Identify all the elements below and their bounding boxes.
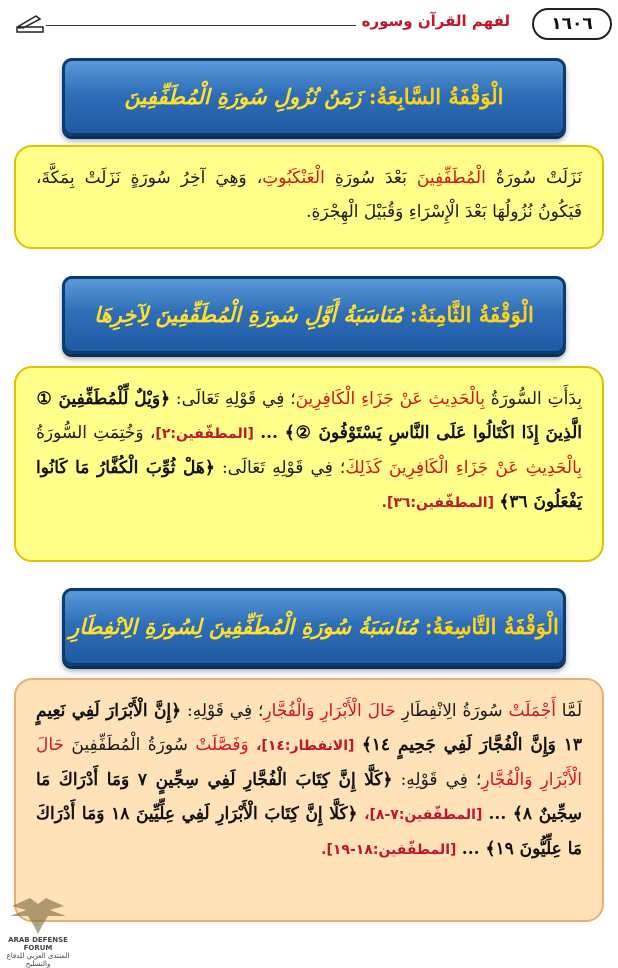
text-run: سُورَةُ الِانْفِطَارِ [395,701,509,721]
highlight-text: حَالَ الْأَبْرَارِ وَالْفُجَّارِ [36,735,582,790]
section-7-banner [62,58,566,136]
highlight-text: أَجْمَلَتْ [508,701,556,721]
text-run: ، وَخُتِمَتِ السُّورَةُ [36,423,156,443]
quran-verse: ﴿وَيْلٌ لِّلْمُطَفِّفِينَ ① الَّذِينَ إِذَا اكْتَالُوا عَلَى النَّاسِ يَسْتَوْفُونَ ②﴾ ... [36,389,582,443]
section-9-body [14,678,604,922]
text-run: ؛ فِي قَوْلِهِ: [181,701,264,721]
quran-verse: ﴿إِنَّ الْأَبْرَارَ لَفِي نَعِيمٍ ١٣ وَإِنَّ الْفُجَّارَ لَفِي جَحِيمٍ ١٤﴾ [36,701,582,755]
page-header [6,6,612,40]
text-run: بَعْدَ سُورَةِ [324,168,417,188]
highlight-text: بِالْحَدِيثِ عَنْ جَزَاءِ الْكَافِرِينَ كَذَلِكَ [345,458,582,478]
forum-watermark [0,896,76,968]
section-9-label: الْوَقْفَةُ التَّاسِعَةُ: [424,614,559,639]
text-run: ؛ فِي قَوْلِهِ تَعَالَى: [214,458,346,478]
watermark-line-1: ARAB DEFENSE FORUM [8,936,68,952]
highlight-text: الْمُطَفِّفِينَ [416,168,486,188]
section-8-heading: مُنَاسَبَةُ أَوَّلِ سُورَةِ الْمُطَفِّفِينَ لِآخِرِهَا [94,302,403,327]
watermark-line-2: المنتدى العربي للدفاع والتسليح [6,952,70,968]
text-run: ؛ فِي قَوْلِهِ تَعَالَى: [170,389,296,409]
quran-verse: ﴿كَلَّا إِنَّ كِتَابَ الْأَبْرَارِ لَفِي عِلِّيِّينَ ١٨ وَمَا أَدْرَاكَ مَا عِلِّيُّونَ ١٩﴾ ... [36,804,582,859]
section-9-banner [62,588,566,666]
section-8-label: الْوَقْفَةُ الثَّامِنَةُ: [409,302,534,327]
quran-verse: ﴿كَلَّا إِنَّ كِتَابَ الْفُجَّارِ لَفِي سِجِّينٍ ٧ وَمَا أَدْرَاكَ مَا سِجِّينٌ ٨﴾ ... [36,770,582,824]
verse-reference: [المطفّفين:٢] [155,426,254,442]
section-7-heading: زَمَنُ نُزُولِ سُورَةِ الْمُطَفِّفِينَ [124,84,362,109]
eagle-logo-icon [8,896,68,936]
book-title: لفهم القرآن وسوره [356,12,516,30]
section-9-heading: مُنَاسَبَةُ سُورَةِ الْمُطَفِّفِينَ لِسُورَةِ الِانْفِطَارِ [69,614,418,639]
text-run: لَمَّا [555,701,582,721]
pen-icon [16,12,44,34]
text-run: ، وَهِيَ آخِرُ سُورَةٍ نَزَلَتْ بِمَكَّةَ، فَيَكُونُ نُزُولُهَا بَعْدَ الْإِسْرَاءِ وَقُبَيْلَ الْهِجْرَةِ. [36,168,582,222]
section-8-body [14,366,604,562]
verse-reference: [المطفّفين:٣٦]. [381,495,494,511]
text-run: ؛ فِي قَوْلِهِ: [392,770,482,790]
verse-reference: [المطفّفين:١٨-١٩]. [321,842,457,858]
verse-reference: [المطفّفين:٧-٨]، [364,807,483,823]
quran-verse: ﴿هَلْ ثُوِّبَ الْكُفَّارُ مَا كَانُوا يَفْعَلُونَ ٣٦﴾ [36,458,582,512]
section-8-banner [62,276,566,354]
text-run: بِدَأَتِ السُّورَةُ [484,389,582,409]
highlight-text: وَفَصَّلَتْ [195,735,257,755]
verse-reference: [الانفطار:١٤]، [256,738,355,754]
text-run: نَزَلَتْ سُورَةُ [485,168,583,188]
highlight-text: الْعَنْكَبُوتِ [262,168,325,188]
text-run: سُورَةُ الْمُطَفِّفِينَ [64,735,196,755]
section-7-label: الْوَقْفَةُ السَّابِعَةُ: [368,84,504,109]
highlight-text: بِالْحَدِيثِ عَنْ جَزَاءِ الْكَافِرِينَ [295,389,485,409]
section-7-body [14,145,604,249]
highlight-text: حَالَ الْأَبْرَارِ وَالْفُجَّارِ [263,701,396,721]
page-number: ١٦٠٦ [532,8,612,40]
